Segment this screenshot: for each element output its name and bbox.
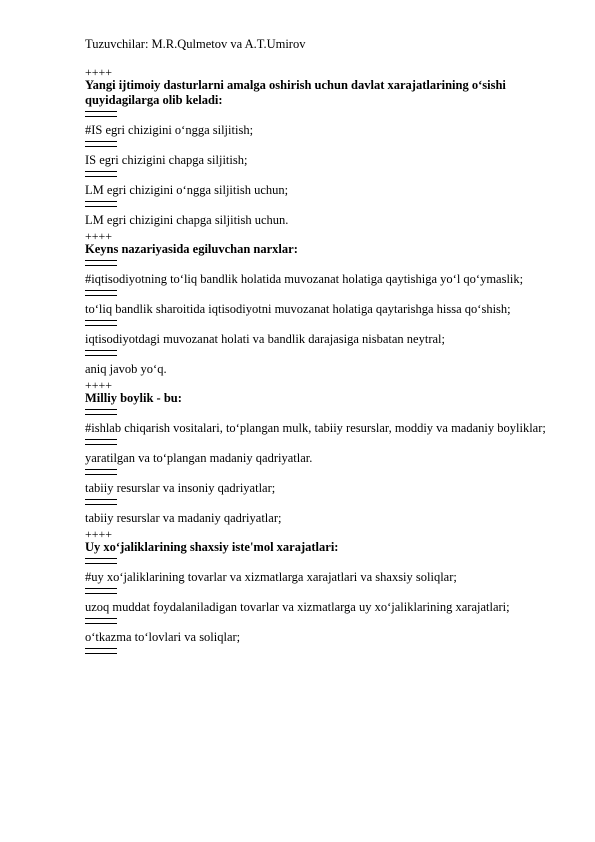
plus-marker: ++++ <box>85 527 113 541</box>
document-body <box>85 37 558 660</box>
answer-option: aniq javob yo‘q. <box>85 362 167 376</box>
answer-separator <box>85 141 117 147</box>
answer-option: LM egri chizigini o‘ngga siljitish uchun; <box>85 183 289 197</box>
plus-marker: ++++ <box>85 378 113 392</box>
answer-option: tabiiy resurslar va madaniy qadriyatlar; <box>85 511 282 525</box>
answer-separator <box>85 469 117 475</box>
answer-separator <box>85 111 117 117</box>
answer-option: tabiiy resurslar va insoniy qadriyatlar; <box>85 481 276 495</box>
question-text: Milliy boylik - bu: <box>85 391 182 405</box>
answer-separator <box>85 618 117 624</box>
question-text: Keyns nazariyasida egiluvchan narxlar: <box>85 242 298 256</box>
answer-separator <box>85 350 117 356</box>
answer-option: o‘tkazma to‘lovlari va soliqlar; <box>85 630 241 644</box>
answer-separator <box>85 320 117 326</box>
answer-separator <box>85 201 117 207</box>
answer-separator <box>85 499 117 505</box>
answer-separator <box>85 648 117 654</box>
plus-marker: ++++ <box>85 229 113 243</box>
question-block <box>85 379 558 526</box>
author-line: Tuzuvchilar: M.R.Qulmetov va A.T.Umirov <box>85 37 306 51</box>
question-text: Yangi ijtimoiy dasturlarni amalga oshirish uchun davlat xarajatlarining o‘sishi quyidagilarga olib keladi: <box>85 78 506 107</box>
answer-separator <box>85 439 117 445</box>
answer-separator <box>85 260 117 266</box>
answer-separator <box>85 409 117 415</box>
answer-option: iqtisodiyotdagi muvozanat holati va bandlik darajasiga nisbatan neytral; <box>85 332 445 346</box>
answer-option: #ishlab chiqarish vositalari, to‘plangan mulk, tabiiy resurslar, moddiy va madaniy boyliklar; <box>85 421 546 435</box>
answer-option: IS egri chizigini chapga siljitish; <box>85 153 248 167</box>
question-block <box>85 66 558 228</box>
answer-separator <box>85 171 117 177</box>
answer-separator <box>85 588 117 594</box>
answer-separator <box>85 558 117 564</box>
question-block <box>85 528 558 654</box>
answer-separator <box>85 290 117 296</box>
question-block <box>85 230 558 377</box>
answer-option: uzoq muddat foydalaniladigan tovarlar va xizmatlarga uy xo‘jaliklarining xarajatlari; <box>85 600 510 614</box>
plus-marker: ++++ <box>85 65 113 79</box>
question-text: Uy xo‘jaliklarining shaxsiy iste'mol xarajatlari: <box>85 540 339 554</box>
answer-option: #iqtisodiyotning to‘liq bandlik holatida muvozanat holatiga qaytishiga yo‘l qo‘ymaslik; <box>85 272 524 286</box>
answer-option: #IS egri chizigini o‘ngga siljitish; <box>85 123 254 137</box>
answer-option: to‘liq bandlik sharoitida iqtisodiyotni muvozanat holatiga qaytarishga hissa qo‘shish; <box>85 302 511 316</box>
answer-option: LM egri chizigini chapga siljitish uchun. <box>85 213 289 227</box>
answer-option: yaratilgan va to‘plangan madaniy qadriyatlar. <box>85 451 313 465</box>
answer-option: #uy xo‘jaliklarining tovarlar va xizmatlarga xarajatlari va shaxsiy soliqlar; <box>85 570 457 584</box>
